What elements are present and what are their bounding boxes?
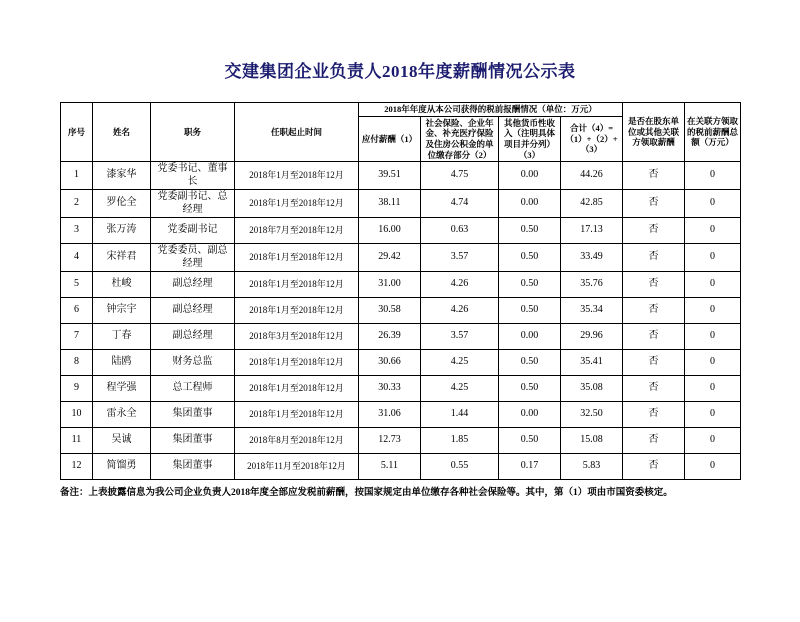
cell-equity: 否	[623, 162, 685, 190]
cell-insurance: 4.74	[421, 190, 499, 218]
cell-post: 副总经理	[151, 298, 235, 324]
header-equity: 是否在股东单位或其他关联方领取薪酬	[623, 103, 685, 162]
cell-period: 2018年1月至2018年12月	[235, 162, 359, 190]
cell-insurance: 1.85	[421, 428, 499, 454]
header-other: 其他货币性收入（注明具体项目并分列）（3）	[499, 116, 561, 162]
cell-period: 2018年3月至2018年12月	[235, 324, 359, 350]
cell-equity: 否	[623, 244, 685, 272]
cell-related: 0	[685, 454, 741, 480]
cell-other: 0.00	[499, 190, 561, 218]
cell-other: 0.17	[499, 454, 561, 480]
table-row	[61, 428, 741, 454]
header-row-group	[61, 103, 741, 117]
cell-pay: 30.33	[359, 376, 421, 402]
header-total: 合计（4）=（1）+（2）+（3）	[561, 116, 623, 162]
table-row	[61, 376, 741, 402]
cell-insurance: 3.57	[421, 324, 499, 350]
cell-related: 0	[685, 190, 741, 218]
cell-pay: 12.73	[359, 428, 421, 454]
table-row	[61, 402, 741, 428]
cell-name: 钟宗宇	[93, 298, 151, 324]
cell-insurance: 4.75	[421, 162, 499, 190]
cell-related: 0	[685, 162, 741, 190]
header-insurance: 社会保险、企业年金、补充医疗保险及住房公积金的单位缴存部分（2）	[421, 116, 499, 162]
table-row	[61, 350, 741, 376]
cell-name: 宋祥君	[93, 244, 151, 272]
cell-related: 0	[685, 298, 741, 324]
cell-other: 0.50	[499, 350, 561, 376]
cell-name: 陆鸥	[93, 350, 151, 376]
cell-seq: 4	[61, 244, 93, 272]
cell-post: 党委副书记、总经理	[151, 190, 235, 218]
cell-equity: 否	[623, 376, 685, 402]
cell-equity: 否	[623, 350, 685, 376]
cell-seq: 12	[61, 454, 93, 480]
cell-seq: 1	[61, 162, 93, 190]
cell-other: 0.50	[499, 244, 561, 272]
cell-insurance: 4.25	[421, 350, 499, 376]
cell-total: 42.85	[561, 190, 623, 218]
cell-period: 2018年1月至2018年12月	[235, 350, 359, 376]
cell-total: 29.96	[561, 324, 623, 350]
cell-other: 0.50	[499, 272, 561, 298]
cell-total: 35.08	[561, 376, 623, 402]
cell-equity: 否	[623, 454, 685, 480]
cell-post: 总工程师	[151, 376, 235, 402]
cell-post: 党委书记、董事长	[151, 162, 235, 190]
cell-related: 0	[685, 428, 741, 454]
cell-other: 0.00	[499, 162, 561, 190]
header-seq: 序号	[61, 103, 93, 162]
table-row	[61, 298, 741, 324]
cell-related: 0	[685, 402, 741, 428]
table-body	[61, 162, 741, 480]
cell-other: 0.00	[499, 324, 561, 350]
cell-name: 雷永全	[93, 402, 151, 428]
cell-equity: 否	[623, 298, 685, 324]
cell-equity: 否	[623, 428, 685, 454]
cell-equity: 否	[623, 272, 685, 298]
cell-post: 集团董事	[151, 428, 235, 454]
cell-name: 杜峻	[93, 272, 151, 298]
table-row	[61, 190, 741, 218]
cell-related: 0	[685, 218, 741, 244]
cell-pay: 26.39	[359, 324, 421, 350]
cell-pay: 29.42	[359, 244, 421, 272]
cell-post: 财务总监	[151, 350, 235, 376]
cell-equity: 否	[623, 218, 685, 244]
cell-insurance: 3.57	[421, 244, 499, 272]
table-row	[61, 244, 741, 272]
cell-period: 2018年1月至2018年12月	[235, 402, 359, 428]
header-pay: 应付薪酬（1）	[359, 116, 421, 162]
cell-name: 简馏勇	[93, 454, 151, 480]
cell-name: 罗伦全	[93, 190, 151, 218]
header-name: 姓名	[93, 103, 151, 162]
cell-total: 15.08	[561, 428, 623, 454]
cell-insurance: 0.55	[421, 454, 499, 480]
cell-pay: 30.58	[359, 298, 421, 324]
cell-pay: 16.00	[359, 218, 421, 244]
cell-equity: 否	[623, 402, 685, 428]
cell-period: 2018年1月至2018年12月	[235, 244, 359, 272]
cell-post: 党委副书记	[151, 218, 235, 244]
cell-total: 44.26	[561, 162, 623, 190]
cell-insurance: 4.26	[421, 272, 499, 298]
cell-name: 吴诚	[93, 428, 151, 454]
cell-period: 2018年11月至2018年12月	[235, 454, 359, 480]
cell-period: 2018年8月至2018年12月	[235, 428, 359, 454]
cell-related: 0	[685, 350, 741, 376]
cell-equity: 否	[623, 190, 685, 218]
cell-other: 0.50	[499, 298, 561, 324]
cell-name: 张万涛	[93, 218, 151, 244]
cell-name: 丁春	[93, 324, 151, 350]
cell-seq: 7	[61, 324, 93, 350]
cell-seq: 9	[61, 376, 93, 402]
cell-post: 副总经理	[151, 272, 235, 298]
cell-pay: 31.00	[359, 272, 421, 298]
cell-insurance: 4.26	[421, 298, 499, 324]
cell-seq: 2	[61, 190, 93, 218]
cell-insurance: 1.44	[421, 402, 499, 428]
cell-other: 0.50	[499, 376, 561, 402]
cell-insurance: 4.25	[421, 376, 499, 402]
salary-disclosure-table	[60, 102, 741, 480]
table-footnote: 备注：上表披露信息为我公司企业负责人2018年度全部应发税前薪酬，按国家规定由单位缴存各种社会保险等。其中，第（1）项由市国资委核定。	[60, 488, 673, 499]
table-row	[61, 454, 741, 480]
table-row	[61, 324, 741, 350]
cell-equity: 否	[623, 324, 685, 350]
cell-total: 35.34	[561, 298, 623, 324]
cell-total: 32.50	[561, 402, 623, 428]
cell-seq: 5	[61, 272, 93, 298]
cell-other: 0.00	[499, 402, 561, 428]
cell-post: 集团董事	[151, 454, 235, 480]
header-period: 任职起止时间	[235, 103, 359, 162]
cell-total: 17.13	[561, 218, 623, 244]
cell-name: 漆家华	[93, 162, 151, 190]
cell-other: 0.50	[499, 218, 561, 244]
cell-pay: 38.11	[359, 190, 421, 218]
cell-related: 0	[685, 324, 741, 350]
cell-seq: 6	[61, 298, 93, 324]
cell-related: 0	[685, 272, 741, 298]
cell-name: 程学强	[93, 376, 151, 402]
header-group-pretax: 2018年年度从本公司获得的税前报酬情况（单位：万元）	[359, 103, 623, 117]
table-header	[61, 103, 741, 162]
cell-total: 35.41	[561, 350, 623, 376]
cell-period: 2018年1月至2018年12月	[235, 376, 359, 402]
cell-period: 2018年7月至2018年12月	[235, 218, 359, 244]
cell-total: 5.83	[561, 454, 623, 480]
cell-pay: 30.66	[359, 350, 421, 376]
cell-total: 33.49	[561, 244, 623, 272]
cell-post: 集团董事	[151, 402, 235, 428]
document-page	[0, 57, 800, 622]
header-related: 在关联方领取的税前薪酬总额（万元）	[685, 103, 741, 162]
cell-seq: 11	[61, 428, 93, 454]
cell-pay: 5.11	[359, 454, 421, 480]
header-post: 职务	[151, 103, 235, 162]
table-row	[61, 218, 741, 244]
cell-seq: 3	[61, 218, 93, 244]
table-row	[61, 162, 741, 190]
cell-pay: 39.51	[359, 162, 421, 190]
cell-period: 2018年1月至2018年12月	[235, 298, 359, 324]
cell-seq: 8	[61, 350, 93, 376]
cell-related: 0	[685, 376, 741, 402]
cell-pay: 31.06	[359, 402, 421, 428]
cell-post: 副总经理	[151, 324, 235, 350]
cell-period: 2018年1月至2018年12月	[235, 272, 359, 298]
table-row	[61, 272, 741, 298]
cell-seq: 10	[61, 402, 93, 428]
cell-period: 2018年1月至2018年12月	[235, 190, 359, 218]
cell-other: 0.50	[499, 428, 561, 454]
cell-post: 党委委员、副总经理	[151, 244, 235, 272]
cell-insurance: 0.63	[421, 218, 499, 244]
cell-total: 35.76	[561, 272, 623, 298]
page-title: 交建集团企业负责人2018年度薪酬情况公示表	[224, 62, 576, 81]
cell-related: 0	[685, 244, 741, 272]
